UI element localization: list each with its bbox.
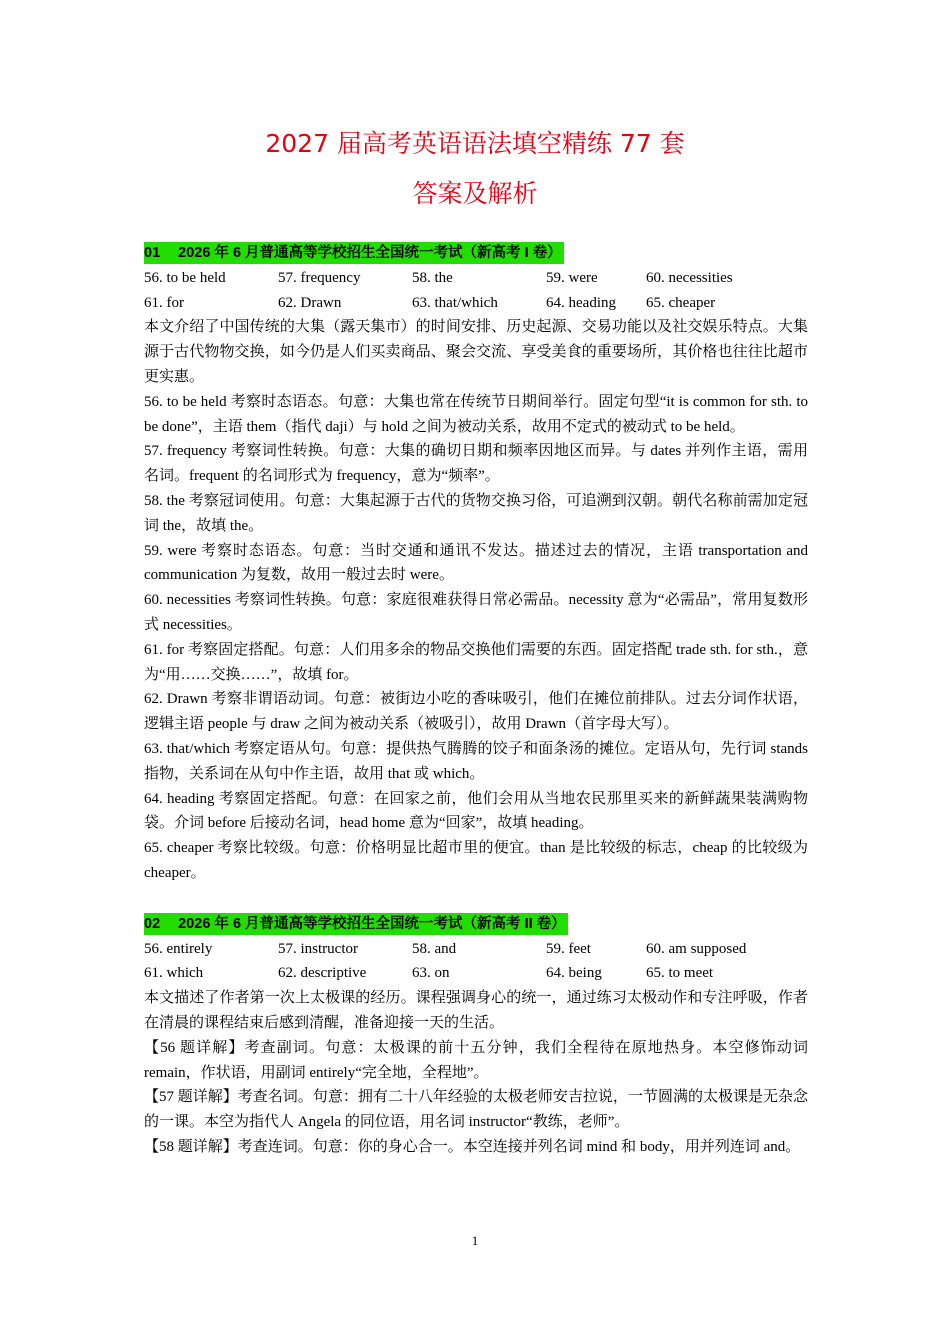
answer-item: 63. that/which: [412, 294, 498, 311]
answer-item: 62. descriptive: [278, 965, 367, 982]
answer-key: [144, 266, 808, 316]
content-body: [144, 241, 808, 1160]
answer-item: 57. frequency: [278, 269, 361, 286]
answer-item: 65. cheaper: [646, 294, 716, 311]
answer-item: 59. feet: [546, 940, 591, 957]
answer-item: 62. Drawn: [278, 294, 342, 311]
answer-item: 61. which: [144, 965, 204, 982]
explanation-item: 63. that/which 考察定语从句。句意：提供热气腾腾的饺子和面条汤的摊位。定语从句，先行词 stands 指物，关系词在从句中作主语，故用 that 或 which。: [144, 740, 808, 782]
explanation-item: 64. heading 考察固定搭配。句意：在回家之前，他们会用从当地农民那里买来的新鲜蔬果装满购物袋。介词 before 后接动名词，head home 意为“回家”，故填 heading。: [144, 790, 808, 832]
answer-item: 57. instructor: [278, 940, 358, 957]
section-number: 02: [144, 915, 161, 932]
page-title: 2027 届高考英语语法填空精练 77 套: [265, 129, 685, 158]
answer-item: 59. were: [546, 269, 598, 286]
section-02: [144, 912, 808, 1160]
answer-item: 56. entirely: [144, 940, 213, 957]
section-01: [144, 241, 808, 886]
explanation-item: 56. to be held 考察时态语态。句意：大集也常在传统节日期间举行。固定句型“it is common for sth. to be done”，主语 them（指代 daji）与 hold 之间为被动关系，故用不定式的被动式 to be held。: [144, 393, 808, 435]
explanation-item: 【57 题详解】考查名词。句意：拥有二十八年经验的太极老师安吉拉说，一节圆满的太极课是无杂念的一课。本空为指代人 Angela 的同位语，用名词 instructor“教练，老师”。: [144, 1089, 808, 1131]
answer-item: 60. am supposed: [646, 940, 747, 957]
answer-item: 65. to meet: [646, 965, 714, 982]
passage-summary: 本文描述了作者第一次上太极课的经历。课程强调身心的统一，通过练习太极动作和专注呼吸，作者在清晨的课程结束后感到清醒，准备迎接一天的生活。: [144, 990, 808, 1031]
section-title: 2026 年 6 月普通高等学校招生全国统一考试（新高考 I 卷）: [178, 245, 562, 261]
passage-summary: 本文介绍了中国传统的大集（露天集市）的时间安排、历史起源、交易功能以及社交娱乐特点。大集源于古代物物交换，如今仍是人们买卖商品、聚会交流、享受美食的重要场所，其价格也往往比超市更实惠。: [144, 319, 808, 385]
explanation-item: 62. Drawn 考察非谓语动词。句意：被街边小吃的香味吸引，他们在摊位前排队。过去分词作状语，逻辑主语 people 与 draw 之间为被动关系（被吸引），故用 Drawn（首字母大写）。: [144, 691, 808, 733]
explanation-item: 57. frequency 考察词性转换。句意：大集的确切日期和频率因地区而异。与 dates 并列作主语，需用名词。frequent 的名词形式为 frequency，意为“频率”。: [144, 443, 808, 485]
explanation-item: 【58 题详解】考查连词。句意：你的身心合一。本空连接并列名词 mind 和 body，用并列连词 and。: [144, 1138, 801, 1155]
section-heading: [144, 913, 568, 935]
answer-item: 64. being: [546, 965, 602, 982]
section-title: 2026 年 6 月普通高等学校招生全国统一考试（新高考 II 卷）: [178, 915, 566, 932]
answer-item: 63. on: [412, 965, 450, 982]
explanation-item: 【56 题详解】考查副词。句意：太极课的前十五分钟，我们全程待在原地热身。本空修饰动词 remain，作状语，用副词 entirely“完全地，全程地”。: [144, 1039, 808, 1081]
answer-item: 60. necessities: [646, 269, 733, 286]
explanation-item: 65. cheaper 考察比较级。句意：价格明显比超市里的便宜。than 是比较级的标志，cheap 的比较级为 cheaper。: [144, 840, 808, 881]
section-spacer: [144, 886, 808, 912]
explanation-item: 58. the 考察冠词使用。句意：大集起源于古代的货物交换习俗，可追溯到汉朝。朝代名称前需加定冠词 the，故填 the。: [144, 492, 808, 534]
section-heading: [144, 242, 564, 264]
answer-item: 58. and: [412, 940, 457, 957]
explanation-item: 61. for 考察固定搭配。句意：人们用多余的物品交换他们需要的东西。固定搭配 trade sth. for sth.，意为“用……交换……”，故填 for。: [144, 641, 808, 683]
explanation-item: 60. necessities 考察词性转换。句意：家庭很难获得日常必需品。necessity 意为“必需品”，常用复数形式 necessities。: [144, 592, 808, 633]
answer-item: 61. for: [144, 294, 184, 311]
answer-item: 64. heading: [546, 294, 616, 311]
answer-item: 58. the: [412, 269, 453, 286]
section-number: 01: [144, 245, 161, 261]
page-subtitle: 答案及解析: [412, 179, 538, 208]
answer-item: 56. to be held: [144, 269, 226, 286]
page-number: 1: [471, 1233, 479, 1248]
explanation-item: 59. were 考察时态语态。句意：当时交通和通讯不发达。描述过去的情况，主语 transportation and communication 为复数，故用一般过去时 were。: [144, 542, 808, 584]
answer-key: [144, 937, 808, 987]
